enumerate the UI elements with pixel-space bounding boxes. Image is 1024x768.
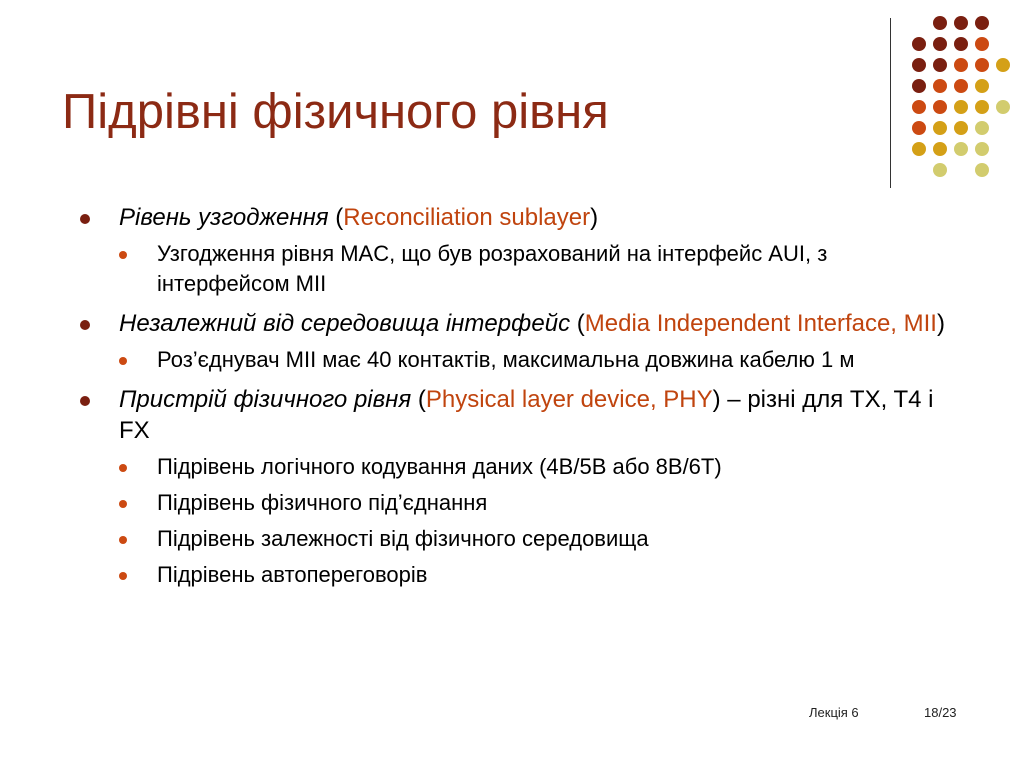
decorative-dot <box>954 121 968 135</box>
slide-title: Підрівні фізичного рівня <box>62 85 609 139</box>
decorative-dot <box>975 79 989 93</box>
decorative-dot <box>975 121 989 135</box>
decorative-dot-grid <box>0 0 1024 200</box>
bullet-term: Пристрій фізичного рівня <box>119 386 412 413</box>
bullet-english-term: Physical layer device, PHY <box>425 386 713 413</box>
decorative-dot <box>933 79 947 93</box>
bullet-english-term: Media Independent Interface, MII <box>584 310 937 337</box>
sub-bullet-icon <box>119 357 127 365</box>
sub-bullet-item <box>119 488 960 518</box>
sub-bullet-icon <box>119 536 127 544</box>
decorative-dot <box>933 121 947 135</box>
bullet-icon <box>80 320 90 330</box>
decorative-dot <box>975 100 989 114</box>
decorative-dot <box>996 58 1010 72</box>
decorative-dot <box>954 79 968 93</box>
sub-bullet-item <box>119 239 960 299</box>
bullet-item-reconciliation <box>80 202 960 233</box>
decorative-dot <box>912 79 926 93</box>
decorative-dot <box>996 100 1010 114</box>
decorative-dot <box>975 163 989 177</box>
decorative-dot <box>975 58 989 72</box>
decorative-dot <box>954 37 968 51</box>
decorative-dot <box>912 142 926 156</box>
decorative-dot <box>954 142 968 156</box>
bullet-english-term: Reconciliation sublayer <box>343 204 591 231</box>
bullet-icon <box>80 214 90 224</box>
bullet-open: ( <box>570 310 585 337</box>
bullet-list <box>80 202 960 590</box>
decorative-dot <box>975 142 989 156</box>
decorative-dot <box>933 16 947 30</box>
decorative-dot <box>912 37 926 51</box>
decorative-dot <box>975 16 989 30</box>
bullet-icon <box>80 396 90 406</box>
decorative-dot <box>933 142 947 156</box>
sub-bullet-item <box>119 452 960 482</box>
sub-bullet-icon <box>119 251 127 259</box>
decorative-dot <box>933 58 947 72</box>
decorative-dot <box>954 58 968 72</box>
decorative-dot <box>975 37 989 51</box>
bullet-open: ( <box>411 386 426 413</box>
sub-bullet-text: Підрівень залежності від фізичного середовища <box>157 526 649 551</box>
sub-bullet-text: Підрівень фізичного під’єднання <box>157 490 488 515</box>
bullet-item-phy <box>80 384 960 446</box>
bullet-close: ) – різні для TX, T4 і FX <box>119 386 934 444</box>
bullet-close: ) <box>590 204 599 231</box>
sub-bullet-icon <box>119 572 127 580</box>
decorative-dot <box>912 58 926 72</box>
decorative-dot <box>933 37 947 51</box>
sub-bullet-text: Узгодження рівня MAC, що був розрахований на інтерфейс AUI, з інтерфейсом MII <box>157 241 828 296</box>
sub-bullet-icon <box>119 464 127 472</box>
sub-bullet-text: Підрівень автопереговорів <box>157 562 428 587</box>
decorative-dot <box>954 100 968 114</box>
sub-bullet-icon <box>119 500 127 508</box>
bullet-open: ( <box>328 204 344 231</box>
bullet-term: Рівень узгодження <box>119 204 329 231</box>
decorative-dot <box>912 121 926 135</box>
decorative-dot <box>912 100 926 114</box>
footer-page-number: 18/23 <box>924 705 957 720</box>
sub-bullet-text: Підрівень логічного кодування даних (4B/5B або 8B/6T) <box>157 454 722 479</box>
sub-bullet-item <box>119 345 960 375</box>
bullet-item-mii <box>80 308 960 339</box>
decorative-dot <box>933 163 947 177</box>
sub-bullet-text: Роз’єднувач MII має 40 контактів, максимальна довжина кабелю 1 м <box>157 347 855 372</box>
sub-bullet-item <box>119 560 960 590</box>
bullet-close: ) <box>936 310 945 337</box>
footer-lecture-label: Лекція 6 <box>809 705 859 720</box>
decorative-dot <box>933 100 947 114</box>
decorative-dot <box>954 16 968 30</box>
sub-bullet-item <box>119 524 960 554</box>
bullet-term: Незалежний від середовища інтерфейс <box>119 310 571 337</box>
